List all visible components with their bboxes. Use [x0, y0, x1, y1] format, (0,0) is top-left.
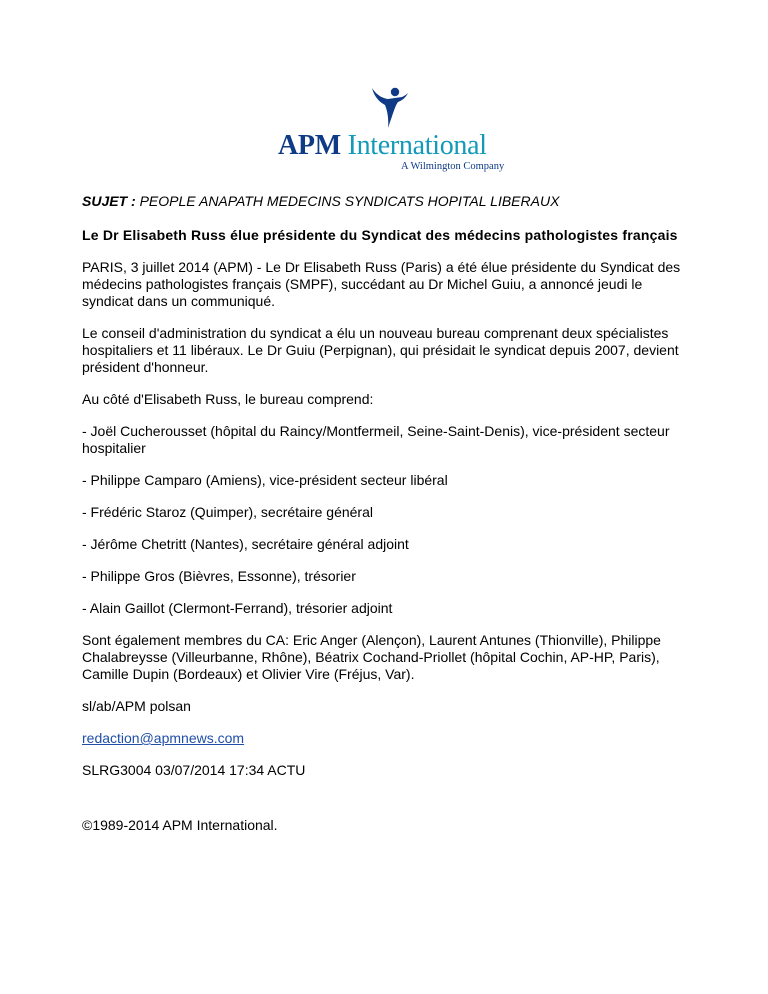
signature: sl/ab/APM polsan	[82, 698, 191, 714]
bureau-intro: Au côté d'Elisabeth Russ, le bureau comprend:	[82, 391, 374, 407]
bureau-member: - Joël Cucherousset (hôpital du Raincy/Montfermeil, Seine-Saint-Denis), vice-président secteur hospitalier	[82, 423, 670, 456]
bureau-member: - Philippe Camparo (Amiens), vice-président secteur libéral	[82, 472, 448, 488]
article-body	[82, 193, 682, 849]
subject-line	[82, 193, 682, 210]
subject-label: SUJET :	[82, 193, 140, 209]
logo-wordmark	[278, 132, 487, 160]
person-figure-icon	[366, 84, 410, 132]
logo-name-international: International	[347, 130, 487, 161]
logo-tagline: A Wilmington Company	[401, 161, 505, 172]
copyright: ©1989-2014 APM International.	[82, 817, 278, 833]
apm-international-logo	[278, 84, 505, 176]
bureau-member: - Jérôme Chetritt (Nantes), secrétaire général adjoint	[82, 536, 409, 552]
logo-name-apm: APM	[278, 130, 348, 161]
article-headline: Le Dr Elisabeth Russ élue présidente du Syndicat des médecins pathologistes français	[82, 227, 678, 243]
reference-line: SLRG3004 03/07/2014 17:34 ACTU	[82, 762, 306, 778]
ca-members: Sont également membres du CA: Eric Anger (Alençon), Laurent Antunes (Thionville), Philippe Chalabreysse (Villeurbanne, Rhône), Béatrix Cochand-Priollet (hôpital Cochin, AP-HP, Paris), Camille Dupin (Bordeaux) et Olivier Vire (Fréjus, Var).	[82, 632, 661, 682]
subject-text: PEOPLE ANAPATH MEDECINS SYNDICATS HOPITAL LIBERAUX	[139, 193, 560, 209]
bureau-member: - Philippe Gros (Bièvres, Essonne), trésorier	[82, 568, 356, 584]
article-lead: PARIS, 3 juillet 2014 (APM) - Le Dr Elisabeth Russ (Paris) a été élue présidente du Syndicat des médecins pathologistes français (SMPF), succédant au Dr Michel Guiu, a annoncé jeudi le syndicat dans un communiqué.	[82, 259, 681, 309]
bureau-member: - Alain Gaillot (Clermont-Ferrand), trésorier adjoint	[82, 600, 393, 616]
article-paragraph: Le conseil d'administration du syndicat a élu un nouveau bureau comprenant deux spécialistes hospitaliers et 11 libéraux. Le Dr Guiu (Perpignan), qui présidait le syndicat depuis 2007, devient président d'honneur.	[82, 325, 679, 375]
bureau-member: - Frédéric Staroz (Quimper), secrétaire général	[82, 504, 373, 520]
email-link[interactable]: redaction@apmnews.com	[82, 730, 245, 746]
